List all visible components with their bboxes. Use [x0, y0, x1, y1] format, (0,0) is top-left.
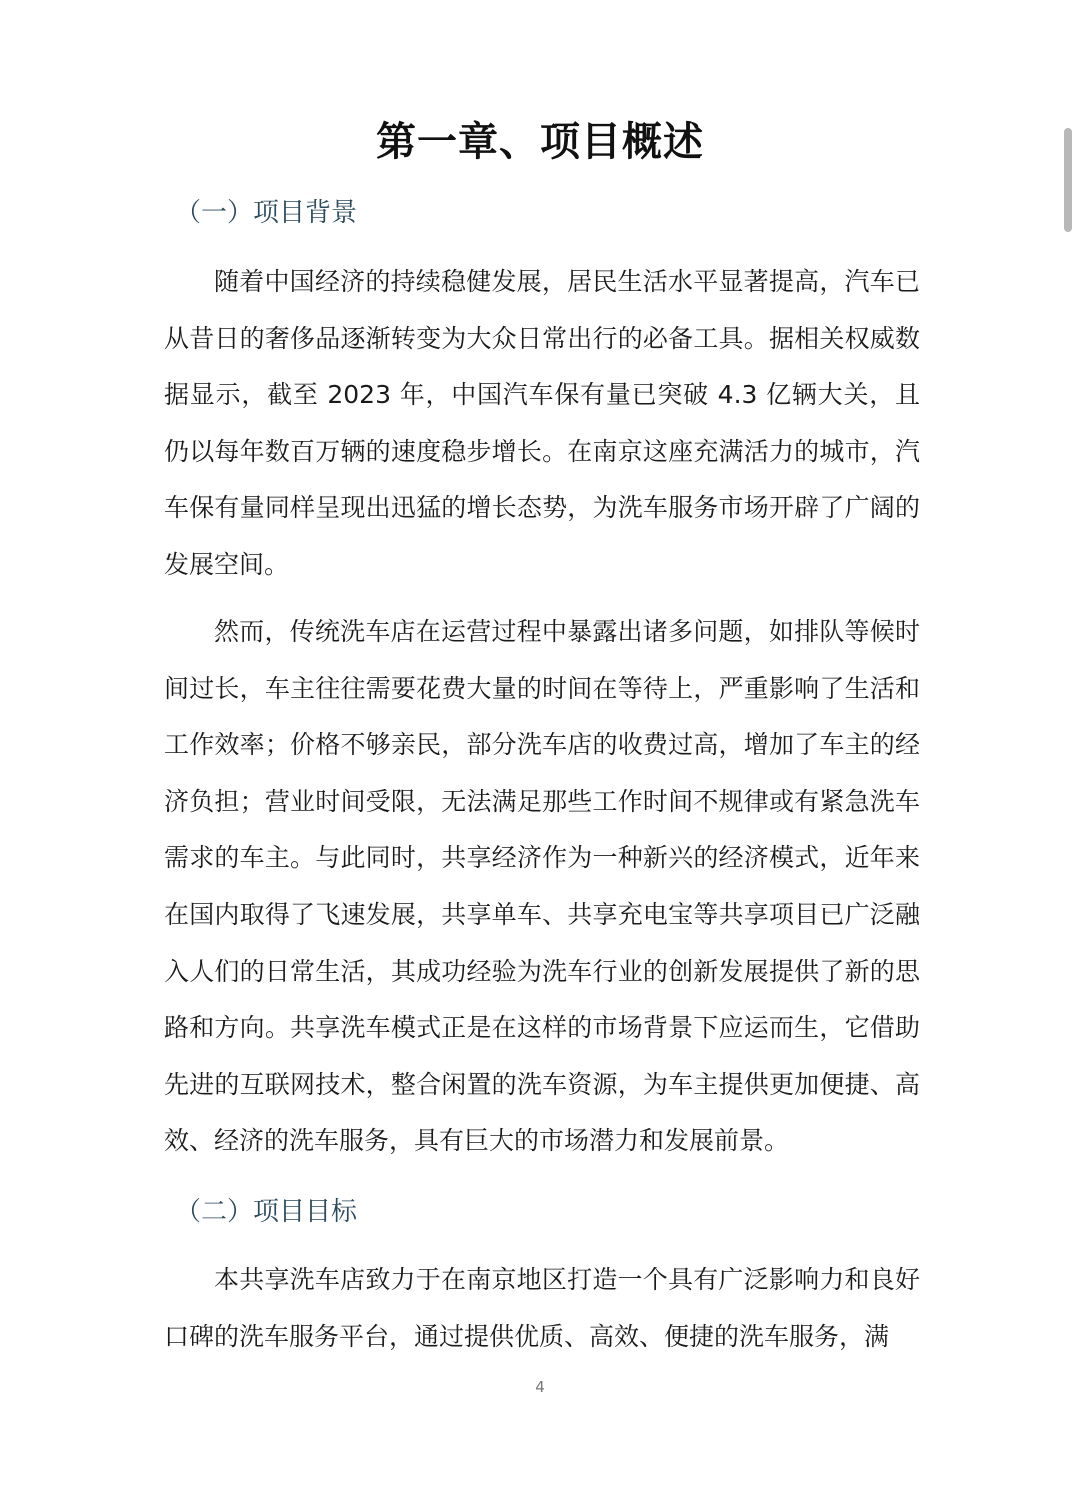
section-heading-background: （一）项目背景 [175, 198, 358, 228]
paragraph-goals-1: 本共享洗车店致力于在南京地区打造一个具有广泛影响力和良好口碑的洗车服务平台，通过提供优质、高效、便捷的洗车服务，满 [164, 1265, 920, 1351]
scrollbar-thumb[interactable] [1064, 128, 1072, 232]
page-number: 4 [535, 1378, 545, 1396]
section-heading-goals: （二）项目目标 [175, 1197, 358, 1227]
paragraph-background-2: 然而，传统洗车店在运营过程中暴露出诸多问题，如排队等候时间过长，车主往往需要花费大量的时间在等待上，严重影响了生活和工作效率；价格不够亲民，部分洗车店的收费过高，增加了车主的经济负担；营业时间受限，无法满足那些工作时间不规律或有紧急洗车需求的车主。与此同时，共享经济作为一种新兴的经济模式，近年来在国内取得了飞速发展，共享单车、共享充电宝等共享项目已广泛融入人们的日常生活，其成功经验为洗车行业的创新发展提供了新的思路和方向。共享洗车模式正是在这样的市场背景下应运而生，它借助先进的互联网技术，整合闲置的洗车资源，为车主提供更加便捷、高效、经济的洗车服务，具有巨大的市场潜力和发展前景。 [164, 617, 920, 1156]
chapter-title: 第一章、项目概述 [376, 119, 704, 165]
paragraph-background-1: 随着中国经济的持续稳健发展，居民生活水平显著提高，汽车已从昔日的奢侈品逐渐转变为大众日常出行的必备工具。据相关权威数据显示，截至 2023 年，中国汽车保有量已突破 4.3 亿辆大关，且仍以每年数百万辆的速度稳步增长。在南京这座充满活力的城市，汽车保有量同样呈现出迅猛的增长态势，为洗车服务市场开辟了广阔的发展空间。 [164, 267, 920, 579]
